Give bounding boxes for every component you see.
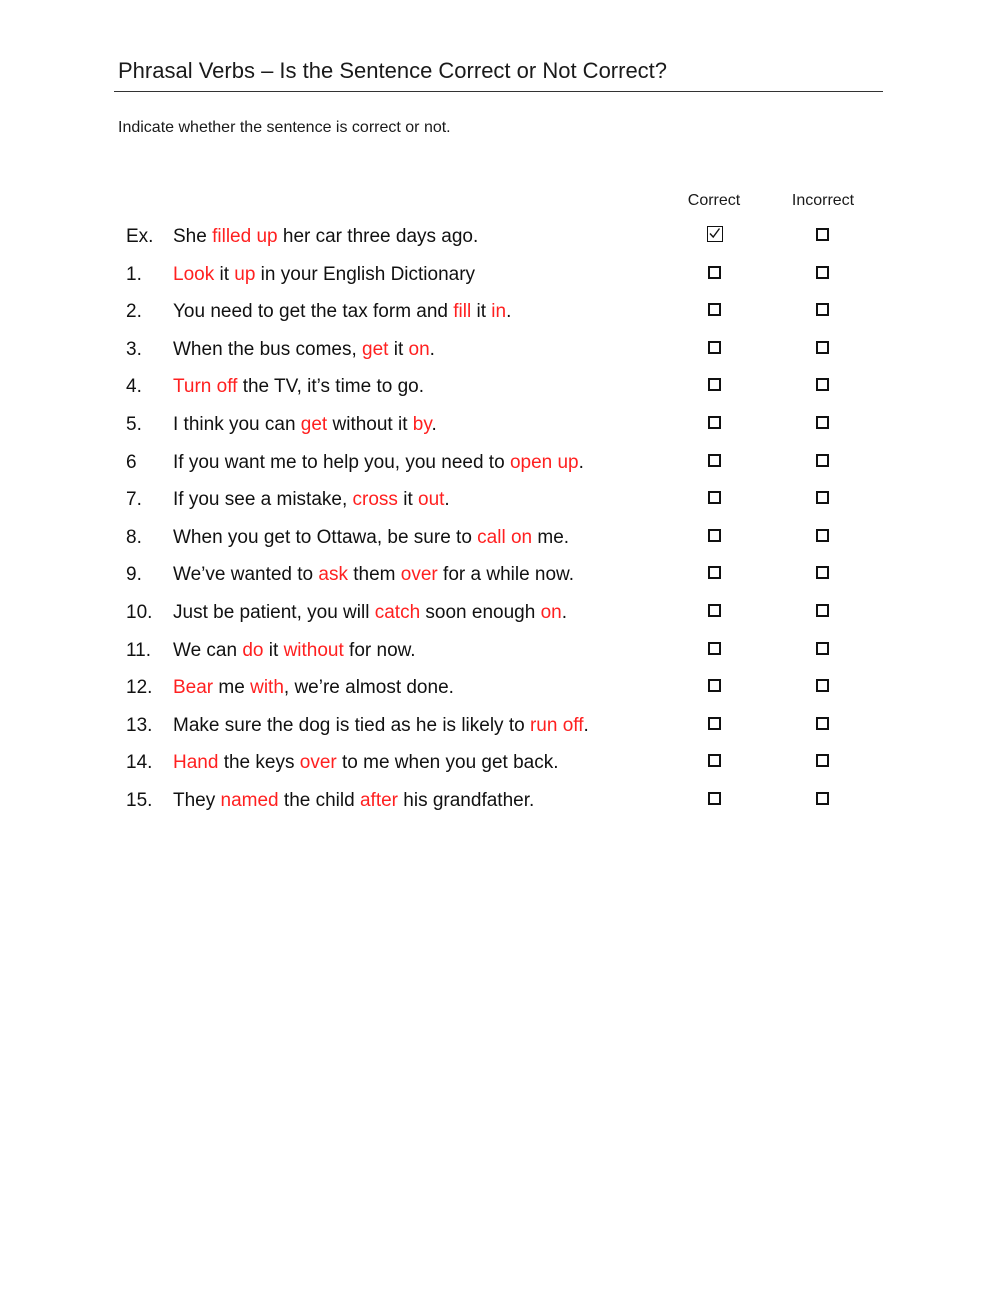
sentence-text: the TV, it’s time to go. bbox=[237, 376, 425, 398]
correct-checkbox[interactable] bbox=[708, 792, 721, 805]
sentence-text: me. bbox=[532, 526, 570, 548]
sentence-text: for now. bbox=[343, 639, 416, 661]
question-sentence bbox=[173, 527, 569, 549]
correct-checkbox[interactable] bbox=[708, 529, 721, 542]
phrasal-verb-highlight: catch bbox=[374, 601, 421, 623]
sentence-text: to me when you get back. bbox=[336, 752, 559, 774]
incorrect-checkbox[interactable] bbox=[816, 754, 829, 767]
phrasal-verb-highlight: Bear bbox=[173, 677, 214, 699]
sentence-text: her car three days ago. bbox=[277, 226, 479, 247]
question-row bbox=[0, 406, 1000, 444]
sentence-text: We’ve wanted to bbox=[173, 564, 319, 586]
incorrect-checkbox[interactable] bbox=[816, 491, 829, 504]
phrasal-verb-highlight: run off bbox=[529, 714, 584, 736]
question-number: 11. bbox=[126, 639, 152, 661]
phrasal-verb-highlight: over bbox=[400, 564, 438, 586]
question-sentence bbox=[173, 264, 475, 286]
phrasal-verb-highlight: in bbox=[491, 301, 507, 323]
correct-checkbox[interactable] bbox=[708, 303, 721, 316]
sentence-text: When you get to Ottawa, be sure to bbox=[173, 526, 478, 548]
sentence-text: soon enough bbox=[420, 601, 541, 623]
incorrect-checkbox[interactable] bbox=[816, 228, 829, 241]
sentence-text: it bbox=[214, 263, 235, 285]
question-sentence bbox=[173, 677, 454, 699]
incorrect-checkbox[interactable] bbox=[816, 378, 829, 391]
incorrect-checkbox[interactable] bbox=[816, 341, 829, 354]
question-number: 13. bbox=[126, 714, 153, 736]
correct-checkbox[interactable] bbox=[708, 491, 721, 504]
phrasal-verb-highlight: without bbox=[283, 639, 344, 661]
question-sentence bbox=[173, 715, 589, 737]
question-sentence bbox=[173, 226, 478, 248]
sentence-text: his grandfather. bbox=[398, 789, 535, 811]
correct-checkbox[interactable] bbox=[708, 679, 721, 692]
phrasal-verb-highlight: ask bbox=[318, 564, 348, 586]
phrasal-verb-highlight: fill bbox=[453, 301, 472, 323]
sentence-text: Make sure the dog is tied as he is likely to bbox=[173, 714, 530, 736]
incorrect-checkbox[interactable] bbox=[816, 642, 829, 655]
question-sentence bbox=[173, 790, 534, 812]
phrasal-verb-highlight: get bbox=[362, 338, 389, 360]
correct-checkbox[interactable] bbox=[708, 754, 721, 767]
incorrect-checkbox[interactable] bbox=[816, 454, 829, 467]
question-sentence bbox=[173, 564, 574, 586]
sentence-text: . bbox=[431, 413, 437, 435]
correct-checkbox[interactable] bbox=[708, 454, 721, 467]
correct-checkbox[interactable] bbox=[708, 416, 721, 429]
phrasal-verb-highlight: Look bbox=[173, 263, 215, 285]
question-sentence bbox=[173, 489, 450, 511]
correct-checkbox[interactable] bbox=[708, 604, 721, 617]
phrasal-verb-highlight: named bbox=[220, 789, 279, 811]
question-number: 4. bbox=[126, 376, 142, 398]
correct-checkbox[interactable] bbox=[708, 642, 721, 655]
question-row bbox=[0, 707, 1000, 745]
sentence-text: You need to get the tax form and bbox=[173, 301, 454, 323]
phrasal-verb-highlight: after bbox=[359, 789, 398, 811]
question-sentence bbox=[173, 602, 567, 624]
sentence-text: When the bus comes, bbox=[173, 338, 363, 360]
phrasal-verb-highlight: by bbox=[412, 413, 432, 435]
column-header-incorrect: Incorrect bbox=[791, 192, 855, 209]
sentence-text: it bbox=[471, 301, 492, 323]
incorrect-checkbox[interactable] bbox=[816, 416, 829, 429]
question-number: Ex. bbox=[126, 226, 154, 247]
checkmark-icon bbox=[708, 227, 721, 240]
correct-checkbox[interactable] bbox=[707, 226, 723, 242]
sentence-text: without it bbox=[327, 413, 413, 435]
question-row bbox=[0, 368, 1000, 406]
sentence-text: it bbox=[388, 338, 409, 360]
sentence-text: it bbox=[263, 639, 284, 661]
question-row bbox=[0, 519, 1000, 557]
sentence-text: the keys bbox=[218, 752, 300, 774]
incorrect-checkbox[interactable] bbox=[816, 566, 829, 579]
sentence-text: , we’re almost done. bbox=[283, 677, 454, 699]
question-number: 3. bbox=[126, 338, 142, 360]
sentence-text: for a while now. bbox=[437, 564, 575, 586]
question-sentence bbox=[173, 414, 437, 436]
correct-checkbox[interactable] bbox=[708, 717, 721, 730]
question-row bbox=[0, 293, 1000, 331]
incorrect-checkbox[interactable] bbox=[816, 529, 829, 542]
question-sentence bbox=[173, 376, 424, 398]
sentence-text: . bbox=[561, 601, 568, 623]
phrasal-verb-highlight: call on bbox=[477, 526, 533, 548]
correct-checkbox[interactable] bbox=[708, 266, 721, 279]
question-number: 15. bbox=[126, 789, 153, 811]
question-number: 6 bbox=[126, 451, 137, 473]
question-sentence bbox=[173, 640, 416, 662]
question-number: 5. bbox=[126, 413, 142, 435]
incorrect-checkbox[interactable] bbox=[816, 717, 829, 730]
phrasal-verb-highlight: out bbox=[418, 489, 445, 511]
question-row bbox=[0, 782, 1000, 820]
question-row bbox=[0, 594, 1000, 632]
question-sentence bbox=[173, 339, 435, 361]
title-divider bbox=[114, 91, 883, 92]
question-number: 2. bbox=[126, 301, 142, 323]
phrasal-verb-highlight: Hand bbox=[173, 752, 219, 774]
sentence-text: . bbox=[444, 489, 450, 511]
question-number: 10. bbox=[126, 601, 153, 623]
sentence-text: . bbox=[506, 301, 512, 323]
question-sentence bbox=[173, 752, 559, 774]
phrasal-verb-highlight: Turn off bbox=[173, 376, 238, 398]
sentence-text: If you see a mistake, bbox=[173, 489, 353, 511]
sentence-text: She bbox=[173, 226, 213, 247]
phrasal-verb-highlight: over bbox=[299, 752, 337, 774]
incorrect-checkbox[interactable] bbox=[816, 303, 829, 316]
sentence-text: the child bbox=[278, 789, 360, 811]
sentence-text: in your English Dictionary bbox=[255, 263, 476, 285]
instructions: Indicate whether the sentence is correct or not. bbox=[118, 119, 451, 136]
sentence-text: If you want me to help you, you need to bbox=[173, 451, 510, 473]
question-number: 1. bbox=[126, 263, 142, 285]
phrasal-verb-highlight: do bbox=[242, 639, 264, 661]
question-number: 7. bbox=[126, 489, 142, 511]
sentence-text: We can bbox=[173, 639, 243, 661]
question-number: 9. bbox=[126, 564, 142, 586]
sentence-text: I think you can bbox=[173, 413, 301, 435]
sentence-text: . bbox=[583, 714, 589, 736]
correct-checkbox[interactable] bbox=[708, 378, 721, 391]
question-row bbox=[0, 218, 1000, 256]
phrasal-verb-highlight: with bbox=[250, 677, 284, 699]
question-sentence bbox=[173, 452, 584, 474]
incorrect-checkbox[interactable] bbox=[816, 266, 829, 279]
incorrect-checkbox[interactable] bbox=[816, 792, 829, 805]
correct-checkbox[interactable] bbox=[708, 566, 721, 579]
page-title: Phrasal Verbs – Is the Sentence Correct or Not Correct? bbox=[118, 58, 668, 83]
question-row bbox=[0, 632, 1000, 670]
sentence-text: it bbox=[397, 489, 418, 511]
correct-checkbox[interactable] bbox=[708, 341, 721, 354]
phrasal-verb-highlight: open up bbox=[509, 451, 579, 473]
question-sentence bbox=[173, 301, 511, 323]
sentence-text: me bbox=[213, 677, 251, 699]
question-number: 14. bbox=[126, 752, 153, 774]
question-row bbox=[0, 669, 1000, 707]
question-row bbox=[0, 256, 1000, 294]
phrasal-verb-highlight: cross bbox=[352, 489, 398, 511]
phrasal-verb-highlight: on bbox=[540, 601, 562, 623]
sentence-text: . bbox=[578, 451, 584, 473]
question-number: 8. bbox=[126, 526, 142, 548]
column-header-correct: Correct bbox=[687, 192, 741, 209]
sentence-text: Just be patient, you will bbox=[173, 601, 375, 623]
question-row bbox=[0, 744, 1000, 782]
phrasal-verb-highlight: on bbox=[408, 338, 430, 360]
sentence-text: . bbox=[429, 338, 435, 360]
sentence-text: They bbox=[173, 789, 221, 811]
question-row bbox=[0, 481, 1000, 519]
question-list bbox=[0, 218, 1000, 820]
question-number: 12. bbox=[126, 677, 153, 699]
phrasal-verb-highlight: filled up bbox=[212, 226, 278, 247]
question-row bbox=[0, 331, 1000, 369]
phrasal-verb-highlight: get bbox=[300, 413, 328, 435]
sentence-text: them bbox=[347, 564, 401, 586]
phrasal-verb-highlight: up bbox=[234, 263, 256, 285]
question-row bbox=[0, 556, 1000, 594]
question-row bbox=[0, 444, 1000, 482]
incorrect-checkbox[interactable] bbox=[816, 604, 829, 617]
incorrect-checkbox[interactable] bbox=[816, 679, 829, 692]
